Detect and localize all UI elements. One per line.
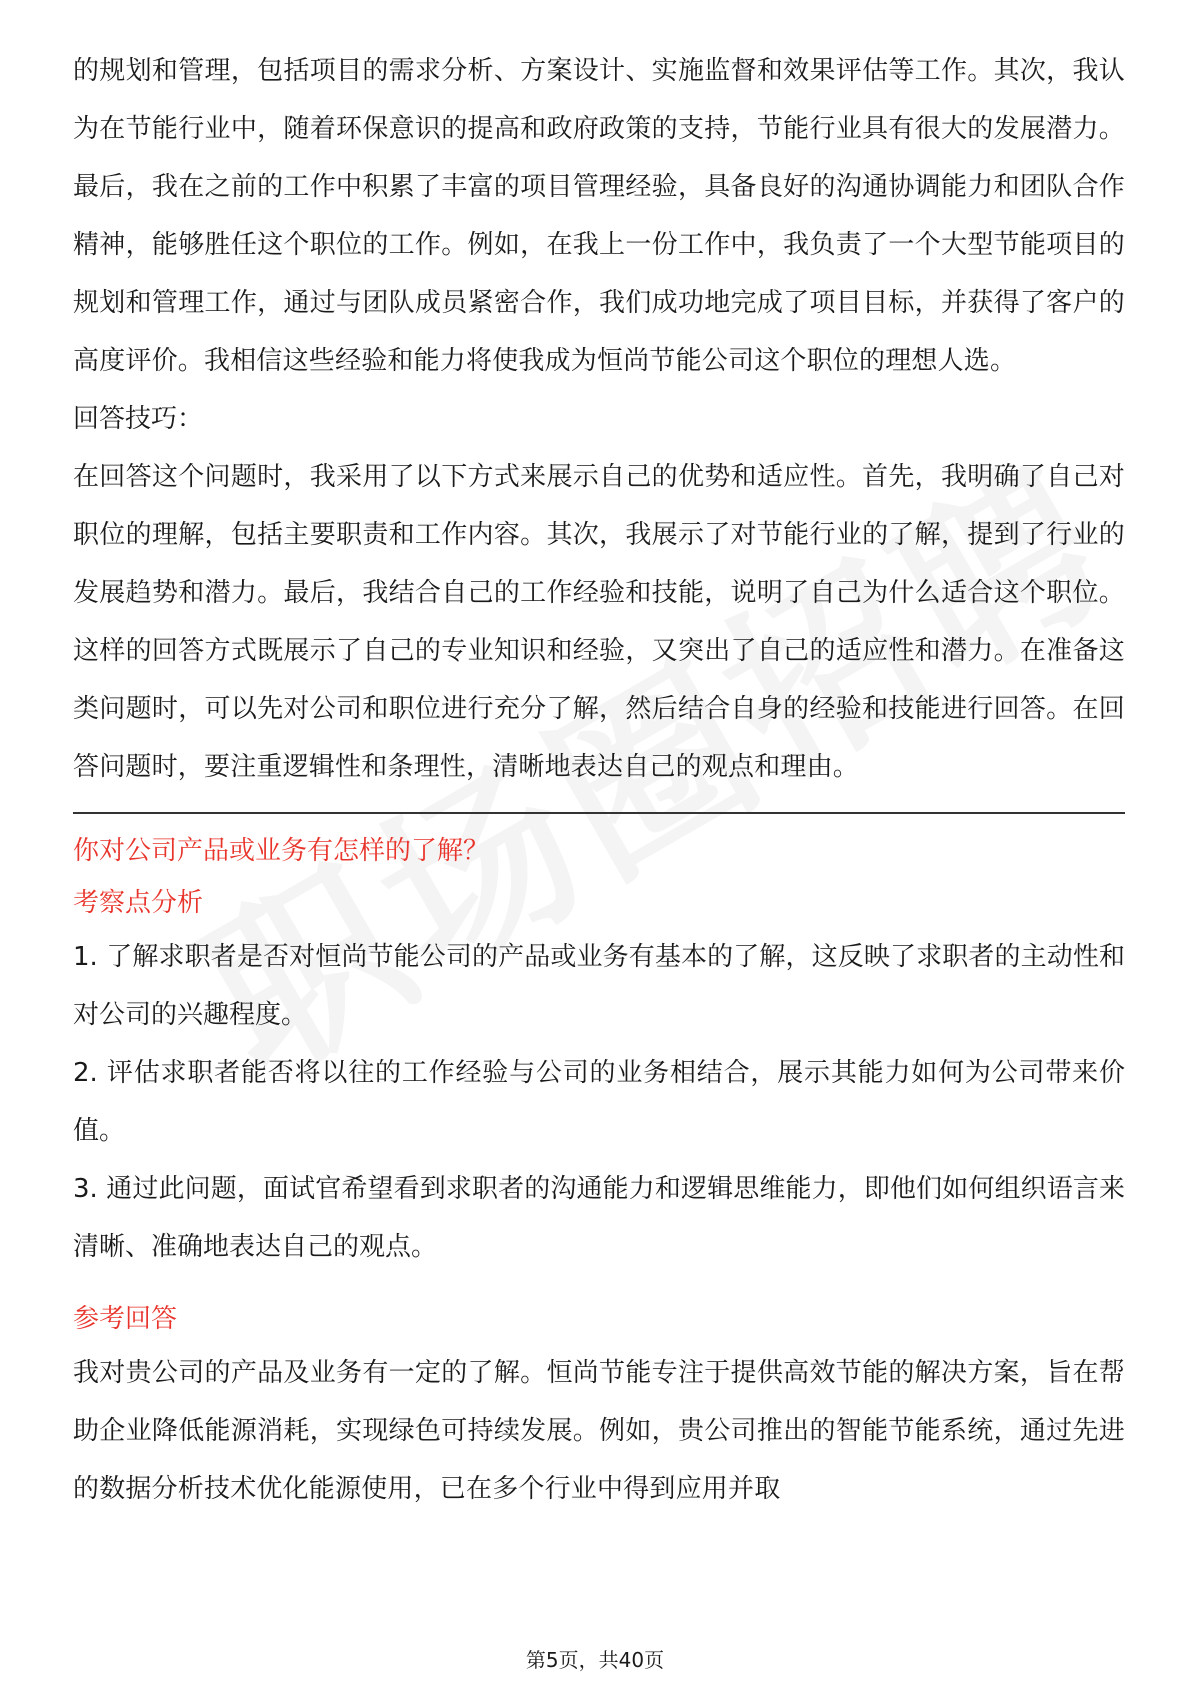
- intro-paragraph: 的规划和管理，包括项目的需求分析、方案设计、实施监督和效果评估等工作。其次，我认为在节能行业中，随着环保意识的提高和政府政策的支持，节能行业具有很大的发展潜力。最后，我在之前的工作中积累了丰富的项目管理经验，具备良好的沟通协调能力和团队合作精神，能够胜任这个职位的工作。例如，在我上一份工作中，我负责了一个大型节能项目的规划和管理工作，通过与团队成员紧密合作，我们成功地完成了项目目标，并获得了客户的高度评价。我相信这些经验和能力将使我成为恒尚节能公司这个职位的理想人选。: [73, 56, 1125, 376]
- tips-label: 回答技巧：: [73, 404, 204, 434]
- tips-paragraph: 在回答这个问题时，我采用了以下方式来展示自己的优势和适应性。首先，我明确了自己对职位的理解，包括主要职责和工作内容。其次，我展示了对节能行业的了解，提到了行业的发展趋势和潜力。最后，我结合自己的工作经验和技能，说明了自己为什么适合这个职位。这样的回答方式既展示了自己的专业知识和经验，又突出了自己的适应性和潜力。在准备这类问题时，可以先对公司和职位进行充分了解，然后结合自身的经验和技能进行回答。在回答问题时，要注重逻辑性和条理性，清晰地表达自己的观点和理由。: [73, 462, 1125, 782]
- answer-paragraph: 我对贵公司的产品及业务有一定的了解。恒尚节能专注于提供高效节能的解决方案，旨在帮助企业降低能源消耗，实现绿色可持续发展。例如，贵公司推出的智能节能系统，通过先进的数据分析技术优化能源使用，已在多个行业中得到应用并取: [73, 1358, 1125, 1504]
- answer-heading: 参考回答: [73, 1304, 178, 1334]
- question-title: 你对公司产品或业务有怎样的了解？: [73, 836, 490, 866]
- analysis-heading: 考察点分析: [73, 888, 204, 918]
- section-divider: [73, 812, 1125, 814]
- page-number: 第5页，共40页: [525, 1648, 665, 1672]
- analysis-item-3: 3. 通过此问题，面试官希望看到求职者的沟通能力和逻辑思维能力，即他们如何组织语言来清晰、准确地表达自己的观点。: [73, 1174, 1125, 1262]
- spacer: [73, 1276, 1125, 1294]
- page-content: [73, 42, 1125, 1518]
- analysis-item-1: 1. 了解求职者是否对恒尚节能公司的产品或业务有基本的了解，这反映了求职者的主动性和对公司的兴趣程度。: [73, 942, 1125, 1030]
- analysis-item-2: 2. 评估求职者能否将以往的工作经验与公司的业务相结合，展示其能力如何为公司带来价值。: [73, 1058, 1125, 1146]
